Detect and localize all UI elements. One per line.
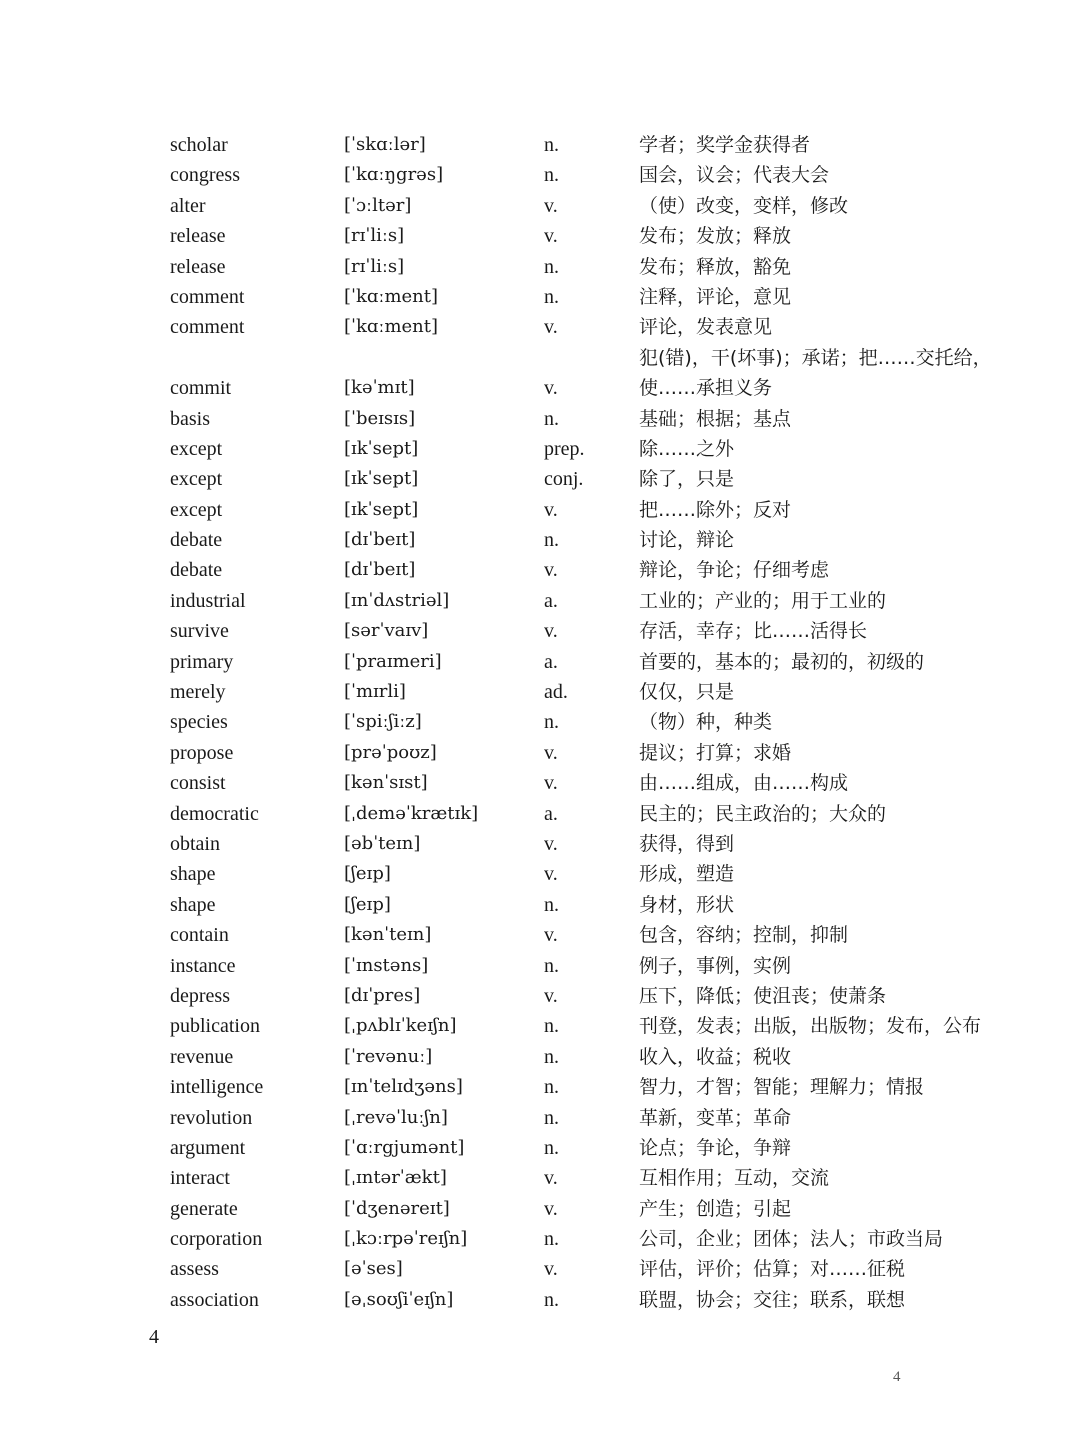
- meaning-cell: 身材，形状: [639, 893, 735, 916]
- part-of-speech-cell: n.: [544, 893, 559, 916]
- phonetic-cell: [sərˈvaɪv]: [344, 620, 429, 642]
- vocab-row: [170, 555, 1050, 585]
- phonetic-cell: [ˈɑːrgjumənt]: [344, 1136, 465, 1158]
- phonetic-cell: [prəˈpoʊz]: [344, 741, 437, 763]
- meaning-cell: 学者；奖学金获得者: [639, 134, 811, 156]
- phonetic-cell: [dɪˈbeɪt]: [344, 559, 416, 581]
- vocab-row: [170, 1133, 1050, 1163]
- word-cell: intelligence: [170, 1076, 264, 1099]
- word-cell: survive: [170, 620, 229, 643]
- meaning-cell: 民主的；民主政治的；大众的: [639, 802, 887, 825]
- meaning-cell: 智力，才智；智能；理解力；情报: [639, 1076, 925, 1099]
- phonetic-cell: [ˈspiːʃiːz]: [344, 711, 422, 733]
- part-of-speech-cell: v.: [544, 1197, 558, 1220]
- phonetic-cell: [ɪnˈdʌstriəl]: [344, 589, 450, 611]
- vocab-row: [170, 1224, 1050, 1254]
- word-cell: except: [170, 468, 223, 491]
- vocabulary-table: [170, 130, 1050, 1315]
- meaning-cell: 革新，变革；革命: [639, 1106, 792, 1129]
- meaning-cell: 收入，收益；税收: [639, 1045, 792, 1068]
- phonetic-cell: [ˈskɑːlər]: [344, 134, 426, 155]
- part-of-speech-cell: v.: [544, 741, 558, 764]
- word-cell: propose: [170, 741, 234, 764]
- part-of-speech-cell: a.: [544, 589, 558, 612]
- meaning-cell: （物）种，种类: [639, 711, 773, 734]
- part-of-speech-cell: n.: [544, 529, 559, 552]
- word-cell: alter: [170, 194, 206, 217]
- word-cell: basis: [170, 407, 210, 430]
- part-of-speech-cell: conj.: [544, 468, 584, 491]
- word-cell: generate: [170, 1197, 238, 1220]
- part-of-speech-cell: n.: [544, 1228, 559, 1251]
- word-cell: democratic: [170, 802, 259, 825]
- part-of-speech-cell: v.: [544, 984, 558, 1007]
- part-of-speech-cell: n.: [544, 1288, 559, 1311]
- word-cell: comment: [170, 316, 245, 339]
- vocab-row: [170, 252, 1050, 282]
- vocab-row: [170, 768, 1050, 798]
- phonetic-cell: [ʃeɪp]: [344, 893, 391, 915]
- part-of-speech-cell: a.: [544, 802, 558, 825]
- phonetic-cell: [ˌrevəˈluːʃn]: [344, 1106, 448, 1128]
- part-of-speech-cell: v.: [544, 559, 558, 582]
- vocab-row: [170, 464, 1050, 494]
- meaning-cell: 存活，幸存；比……活得长: [639, 620, 868, 643]
- meaning-cell: 提议；打算；求婚: [639, 741, 792, 764]
- part-of-speech-cell: n.: [544, 711, 559, 734]
- part-of-speech-cell: n.: [544, 1136, 559, 1159]
- vocab-row: [170, 282, 1050, 312]
- phonetic-cell: [ˌɪntərˈækt]: [344, 1167, 447, 1189]
- word-cell: publication: [170, 1015, 260, 1038]
- word-cell: species: [170, 711, 228, 734]
- meaning-cell: 压下，降低；使沮丧；使萧条: [639, 984, 887, 1007]
- vocab-row: [170, 221, 1050, 251]
- word-cell: consist: [170, 772, 226, 795]
- meaning-cell: 评估，评价；估算；对……征税: [639, 1258, 906, 1281]
- part-of-speech-cell: n.: [544, 954, 559, 977]
- part-of-speech-cell: n.: [544, 1045, 559, 1068]
- part-of-speech-cell: v.: [544, 1167, 558, 1190]
- word-cell: release: [170, 225, 226, 248]
- vocab-row: [170, 1194, 1050, 1224]
- meaning-cell: 刊登，发表；出版，出版物；发布，公布: [639, 1015, 982, 1038]
- phonetic-cell: [ɪkˈsept]: [344, 468, 419, 490]
- word-cell: depress: [170, 984, 230, 1007]
- vocab-row: [170, 312, 1050, 342]
- meaning-cell: 基础；根据；基点: [639, 407, 792, 430]
- word-cell: argument: [170, 1136, 246, 1159]
- part-of-speech-cell: v.: [544, 772, 558, 795]
- meaning-cell: 讨论，辩论: [639, 529, 735, 552]
- vocab-row: [170, 677, 1050, 707]
- vocab-row: [170, 1072, 1050, 1102]
- meaning-cell: 发布；释放，豁免: [639, 255, 792, 278]
- word-cell: interact: [170, 1167, 230, 1190]
- word-cell: debate: [170, 559, 223, 582]
- part-of-speech-cell: n.: [544, 164, 559, 187]
- phonetic-cell: [ˈkɑːment]: [344, 285, 439, 307]
- phonetic-cell: [əˌsoʊʃiˈeɪʃn]: [344, 1288, 454, 1310]
- word-cell: primary: [170, 650, 234, 673]
- part-of-speech-cell: v.: [544, 498, 558, 521]
- word-cell: except: [170, 437, 223, 460]
- word-cell: industrial: [170, 589, 246, 612]
- word-cell: comment: [170, 285, 245, 308]
- meaning-cell: 犯(错)，干(坏事)；承诺；把……交托给，使……承担义务: [639, 346, 992, 400]
- word-cell: association: [170, 1288, 259, 1311]
- vocab-row: [170, 343, 1050, 404]
- meaning-cell: 国会，议会；代表大会: [639, 164, 830, 187]
- vocab-row: [170, 1011, 1050, 1041]
- phonetic-cell: [ˈrevənuː]: [344, 1045, 433, 1067]
- word-cell: scholar: [170, 134, 228, 156]
- part-of-speech-cell: n.: [544, 1106, 559, 1129]
- word-cell: debate: [170, 529, 223, 552]
- meaning-cell: 把……除外；反对: [639, 498, 792, 521]
- part-of-speech-cell: v.: [544, 620, 558, 643]
- phonetic-cell: [dɪˈbeɪt]: [344, 529, 416, 551]
- vocab-row: [170, 1254, 1050, 1284]
- vocab-row: [170, 586, 1050, 616]
- phonetic-cell: [ˌpʌblɪˈkeɪʃn]: [344, 1015, 457, 1037]
- word-cell: congress: [170, 164, 240, 187]
- footer-page-number: 4: [893, 1369, 901, 1385]
- vocab-row: [170, 1103, 1050, 1133]
- phonetic-cell: [ˈkɑːŋgrəs]: [344, 164, 444, 186]
- phonetic-cell: [ˈmɪrli]: [344, 681, 406, 703]
- meaning-cell: 获得，得到: [639, 833, 735, 855]
- word-cell: revenue: [170, 1045, 234, 1068]
- phonetic-cell: [rɪˈliːs]: [344, 225, 405, 247]
- word-cell: contain: [170, 924, 229, 947]
- meaning-cell: 发布；发放；释放: [639, 225, 792, 248]
- part-of-speech-cell: n.: [544, 1076, 559, 1099]
- meaning-cell: 包含，容纳；控制，抑制: [639, 924, 849, 947]
- meaning-cell: 产生；创造；引起: [639, 1197, 792, 1220]
- vocab-row: [170, 495, 1050, 525]
- meaning-cell: 工业的；产业的；用于工业的: [639, 589, 887, 612]
- phonetic-cell: [ˈdʒenəreɪt]: [344, 1197, 450, 1219]
- meaning-cell: 注释，评论，意见: [639, 285, 792, 308]
- part-of-speech-cell: n.: [544, 134, 559, 156]
- vocab-row: [170, 920, 1050, 950]
- vocab-row: [170, 130, 1050, 160]
- vocab-row: [170, 829, 1050, 859]
- meaning-cell: 形成，塑造: [639, 863, 735, 886]
- vocab-row: [170, 525, 1050, 555]
- phonetic-cell: [ˈɔːltər]: [344, 194, 412, 216]
- part-of-speech-cell: n.: [544, 407, 559, 430]
- part-of-speech-cell: ad.: [544, 681, 568, 704]
- vocab-row: [170, 160, 1050, 190]
- vocab-row: [170, 404, 1050, 434]
- phonetic-cell: [ˈbeɪsɪs]: [344, 407, 416, 429]
- phonetic-cell: [kənˈsɪst]: [344, 772, 428, 794]
- vocab-row: [170, 707, 1050, 737]
- phonetic-cell: [ˌkɔːrpəˈreɪʃn]: [344, 1228, 468, 1250]
- vocab-row: [170, 951, 1050, 981]
- word-cell: release: [170, 255, 226, 278]
- phonetic-cell: [ˈɪnstəns]: [344, 954, 429, 976]
- vocab-row: [170, 191, 1050, 221]
- phonetic-cell: [ˌdeməˈkrætɪk]: [344, 802, 479, 824]
- meaning-cell: 例子，事例，实例: [639, 954, 792, 977]
- meaning-cell: 论点；争论，争辩: [639, 1136, 792, 1159]
- part-of-speech-cell: v.: [544, 1258, 558, 1281]
- vocab-row: [170, 799, 1050, 829]
- part-of-speech-cell: n.: [544, 285, 559, 308]
- word-cell: assess: [170, 1258, 219, 1281]
- meaning-cell: 互相作用；互动，交流: [639, 1167, 830, 1190]
- phonetic-cell: [ɪkˈsept]: [344, 437, 419, 459]
- phonetic-cell: [əˈses]: [344, 1258, 403, 1280]
- vocab-row: [170, 434, 1050, 464]
- meaning-cell: 除……之外: [639, 437, 735, 460]
- vocab-row: [170, 1042, 1050, 1072]
- word-cell: obtain: [170, 833, 220, 855]
- word-cell: instance: [170, 954, 236, 977]
- word-cell: corporation: [170, 1228, 263, 1251]
- word-cell: except: [170, 498, 223, 521]
- meaning-cell: 首要的，基本的；最初的，初级的: [639, 650, 925, 673]
- vocab-row: [170, 859, 1050, 889]
- phonetic-cell: [ʃeɪp]: [344, 863, 391, 885]
- part-of-speech-cell: v.: [544, 377, 558, 400]
- part-of-speech-cell: n.: [544, 1015, 559, 1038]
- vocab-row: [170, 981, 1050, 1011]
- phonetic-cell: [kənˈteɪn]: [344, 924, 432, 946]
- word-cell: revolution: [170, 1106, 253, 1129]
- vocab-row: [170, 1163, 1050, 1193]
- vocab-row: [170, 1285, 1050, 1315]
- phonetic-cell: [ɪnˈtelɪdʒəns]: [344, 1076, 463, 1098]
- meaning-cell: 评论，发表意见: [639, 316, 773, 339]
- phonetic-cell: [dɪˈpres]: [344, 984, 421, 1006]
- part-of-speech-cell: v.: [544, 194, 558, 217]
- meaning-cell: 辩论，争论；仔细考虑: [639, 559, 830, 582]
- phonetic-cell: [əbˈteɪn]: [344, 833, 421, 854]
- phonetic-cell: [ˈkɑːment]: [344, 316, 439, 338]
- meaning-cell: （使）改变，变样，修改: [639, 194, 849, 217]
- vocab-row: [170, 738, 1050, 768]
- meaning-cell: 除了，只是: [639, 468, 735, 491]
- meaning-cell: 公司，企业；团体；法人；市政当局: [639, 1228, 944, 1251]
- meaning-cell: 联盟，协会；交往；联系，联想: [639, 1288, 906, 1311]
- part-of-speech-cell: n.: [544, 255, 559, 278]
- phonetic-cell: [ɪkˈsept]: [344, 498, 419, 520]
- word-cell: merely: [170, 681, 226, 704]
- phonetic-cell: [kəˈmɪt]: [344, 377, 415, 399]
- part-of-speech-cell: prep.: [544, 437, 585, 460]
- page-number: 4: [149, 1326, 159, 1348]
- meaning-cell: 仅仅，只是: [639, 681, 735, 704]
- part-of-speech-cell: v.: [544, 833, 558, 855]
- part-of-speech-cell: a.: [544, 650, 558, 673]
- word-cell: shape: [170, 893, 216, 916]
- vocab-row: [170, 647, 1050, 677]
- vocab-row: [170, 890, 1050, 920]
- vocab-row: [170, 616, 1050, 646]
- phonetic-cell: [rɪˈliːs]: [344, 255, 405, 277]
- part-of-speech-cell: v.: [544, 863, 558, 886]
- word-cell: shape: [170, 863, 216, 886]
- phonetic-cell: [ˈpraɪmeri]: [344, 650, 442, 672]
- meaning-cell: 由……组成，由……构成: [639, 772, 849, 795]
- part-of-speech-cell: v.: [544, 225, 558, 248]
- part-of-speech-cell: v.: [544, 316, 558, 339]
- word-cell: commit: [170, 377, 232, 400]
- part-of-speech-cell: v.: [544, 924, 558, 947]
